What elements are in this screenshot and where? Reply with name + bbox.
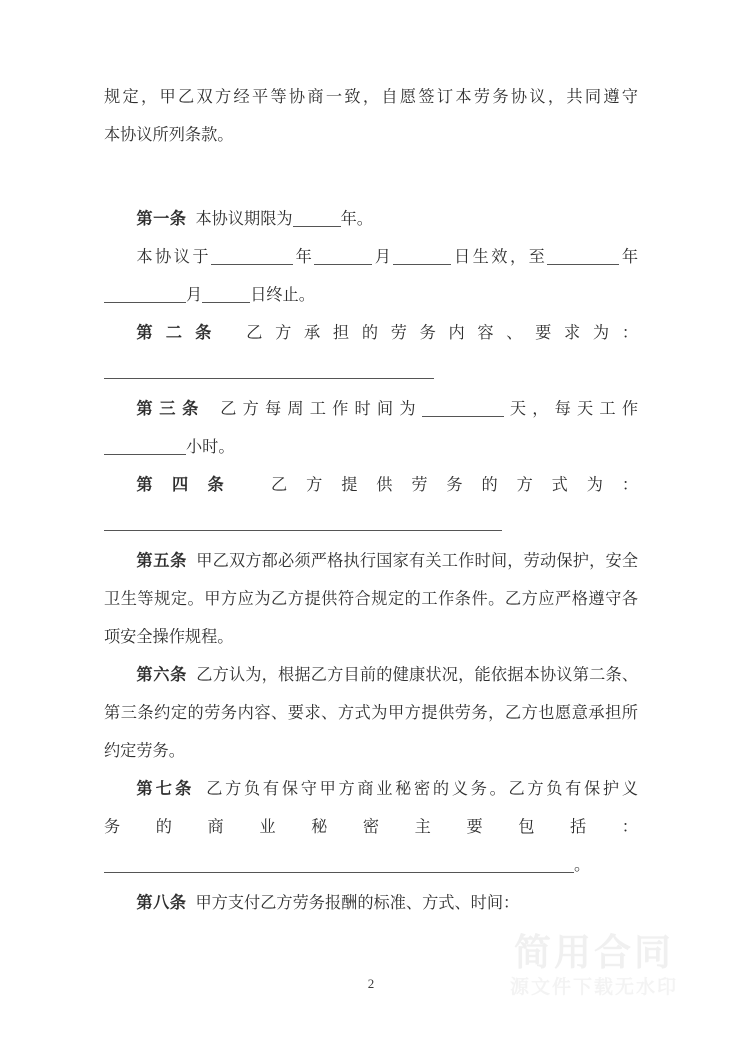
article-3-number: 第三条 — [136, 400, 206, 418]
article-2 — [104, 314, 638, 352]
article-7-number: 第七条 — [136, 780, 195, 798]
article-3-days-blank[interactable] — [422, 403, 504, 417]
article-1-number: 第一条 — [136, 210, 187, 228]
article-7-line-1 — [104, 770, 638, 808]
expiry-month-label: 月 — [186, 286, 203, 304]
article-4-number: 第四条 — [136, 476, 244, 494]
expiry-month-blank[interactable] — [104, 289, 186, 303]
article-7-rule-tail: 。 — [574, 856, 591, 874]
expiry-day-blank[interactable] — [202, 289, 250, 303]
article-1 — [104, 200, 638, 238]
article-2-answer-rule[interactable] — [104, 366, 434, 379]
article-3-text-middle: 天，每天工作 — [503, 400, 639, 418]
article-1-lead: 本协议期限为 — [195, 210, 293, 228]
expiry-day-label: 日终止。 — [250, 286, 315, 304]
article-8-text: 甲方支付乙方劳务报酬的标准、方式、时间： — [195, 894, 520, 912]
article-1-lead-tail: 年。 — [340, 210, 373, 228]
article-3 — [104, 390, 638, 428]
article-2-number: 第二条 — [136, 324, 225, 342]
article-4-answer-rule[interactable] — [104, 518, 502, 531]
article-6-number: 第六条 — [136, 666, 188, 684]
effective-day-label: 日生效，至 — [451, 248, 548, 266]
article-1-effective-line — [104, 238, 638, 276]
article-6-text: 乙方认为，根据乙方目前的健康状况，能依据本协议第二条、第三条约定的劳务内容、要求、方式为甲方提供劳务，乙方也愿意承担所约定劳务。 — [104, 666, 639, 760]
article-7-line-2: 务的商业秘密主要包括： — [104, 818, 638, 836]
article-5-number: 第五条 — [136, 552, 188, 570]
intro-line-2: 本协议所列条款。 — [104, 126, 234, 144]
effective-prefix: 本协议于 — [136, 248, 212, 266]
watermark-brand: 简用合同 — [514, 930, 674, 974]
article-3-hours-line — [104, 428, 638, 466]
article-4-fill-line — [104, 504, 638, 542]
article-5 — [104, 542, 638, 656]
article-3-hours-blank[interactable] — [104, 441, 186, 455]
effective-month-label: 月 — [372, 248, 394, 266]
document-body — [104, 78, 638, 922]
article-2-text: 乙方承担的劳务内容、要求为： — [233, 324, 639, 342]
expiry-year-label: 年 — [619, 248, 639, 266]
article-1-expiry-line — [104, 276, 638, 314]
effective-month-blank[interactable] — [314, 251, 372, 265]
intro-spacer — [104, 154, 638, 200]
article-3-text-before: 乙方每周工作时间为 — [214, 400, 422, 418]
article-8-number: 第八条 — [136, 894, 187, 912]
article-8 — [104, 884, 638, 922]
article-5-text: 甲乙双方都必须严格执行国家有关工作时间，劳动保护，安全卫生等规定。甲方应为乙方提供符合规定的工作条件。乙方应严格遵守各项安全操作规程。 — [104, 552, 639, 646]
page-number: 2 — [367, 976, 375, 991]
article-4 — [104, 466, 638, 504]
article-7-text-line-1: 乙方负有保守甲方商业秘密的义务。乙方负有保护义 — [203, 780, 639, 798]
article-4-text: 乙方提供劳务的方式为： — [252, 476, 639, 494]
effective-year-label: 年 — [293, 248, 315, 266]
article-7-fill-line — [104, 846, 638, 884]
watermark-note: 源文件下载无水印 — [509, 975, 678, 998]
article-6 — [104, 656, 638, 770]
expiry-year-blank[interactable] — [547, 251, 619, 265]
article-1-term-blank[interactable] — [293, 213, 341, 227]
intro-line-1: 规定，甲乙双方经平等协商一致，自愿签订本劳务协议，共同遵守 — [104, 88, 638, 106]
article-2-fill-line — [104, 352, 638, 390]
effective-day-blank[interactable] — [393, 251, 451, 265]
article-7-answer-rule[interactable] — [104, 860, 574, 873]
article-3-text-after: 小时。 — [186, 438, 235, 456]
effective-year-blank[interactable] — [211, 251, 293, 265]
